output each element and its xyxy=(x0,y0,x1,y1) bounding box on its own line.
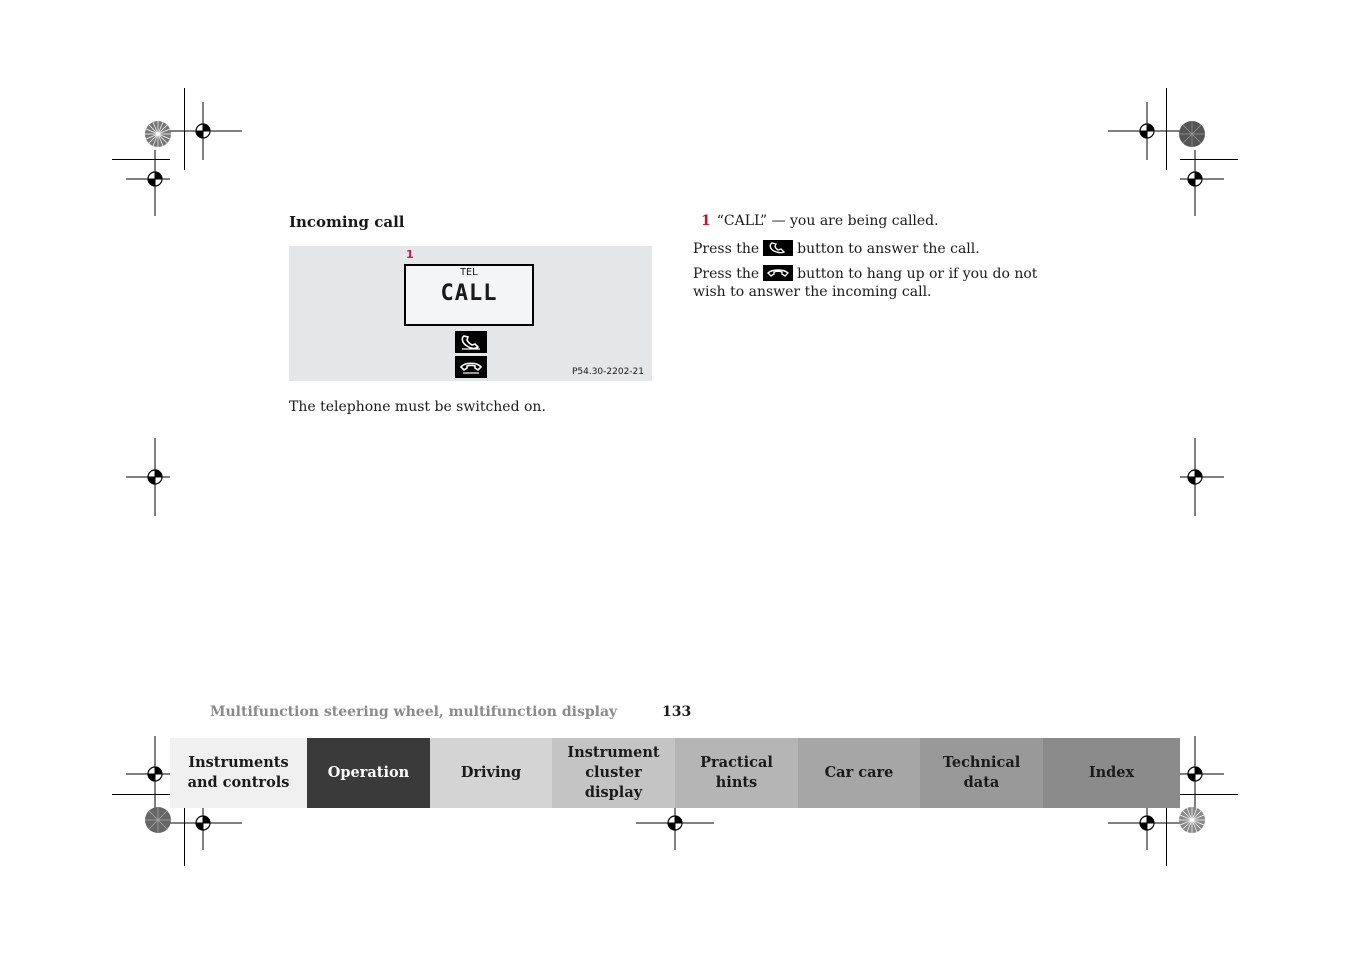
display-call-text: CALL xyxy=(440,281,498,306)
registration-mark-icon xyxy=(1166,438,1226,516)
chapter-tab-bar xyxy=(170,738,1180,808)
display-tel-label: TEL xyxy=(459,267,479,278)
tab-driving[interactable]: Driving xyxy=(430,738,552,808)
legend-number: 1 xyxy=(701,213,711,229)
figure-code: P54.30-2202-21 xyxy=(571,367,644,377)
answer-text-before: Press the xyxy=(693,241,760,257)
section-title: Incoming call xyxy=(289,213,405,231)
legend-item xyxy=(701,213,939,229)
tab-operation[interactable]: Operation xyxy=(307,738,430,808)
color-rosette-icon xyxy=(144,806,172,834)
registration-mark-icon xyxy=(1166,150,1226,218)
phone-hangup-icon xyxy=(763,265,793,281)
registration-mark-icon xyxy=(126,438,186,516)
tab-technical-data[interactable]: Technical data xyxy=(920,738,1043,808)
tab-instrument-cluster-display[interactable]: Instrument cluster display xyxy=(552,738,675,808)
color-rosette-icon xyxy=(1178,806,1206,834)
hangup-instruction xyxy=(693,265,1063,301)
note-text: The telephone must be switched on. xyxy=(289,399,546,415)
phone-answer-icon xyxy=(455,331,487,353)
figure-callout: 1 xyxy=(406,248,414,261)
registration-mark-icon xyxy=(126,150,186,218)
tab-instruments-and-controls[interactable]: Instruments and controls xyxy=(170,738,307,808)
color-rosette-icon xyxy=(1178,120,1206,148)
legend-text: “CALL” — you are being called. xyxy=(716,213,939,229)
tab-index[interactable]: Index xyxy=(1043,738,1180,808)
page-number: 133 xyxy=(662,704,692,720)
running-head: Multifunction steering wheel, multifunction display xyxy=(210,704,618,720)
answer-instruction xyxy=(693,240,1063,258)
display-illustration xyxy=(289,246,652,381)
tab-practical-hints[interactable]: Practical hints xyxy=(675,738,798,808)
hangup-text-before: Press the xyxy=(693,266,760,282)
phone-hangup-icon xyxy=(455,356,487,378)
answer-text-after: button to answer the call. xyxy=(797,241,980,257)
hangup-text-after: button to hang up or if you do not wish to answer the incoming call. xyxy=(693,266,1038,300)
multifunction-display xyxy=(404,264,534,326)
color-rosette-icon xyxy=(144,120,172,148)
tab-car-care[interactable]: Car care xyxy=(798,738,920,808)
phone-answer-icon xyxy=(763,240,793,256)
